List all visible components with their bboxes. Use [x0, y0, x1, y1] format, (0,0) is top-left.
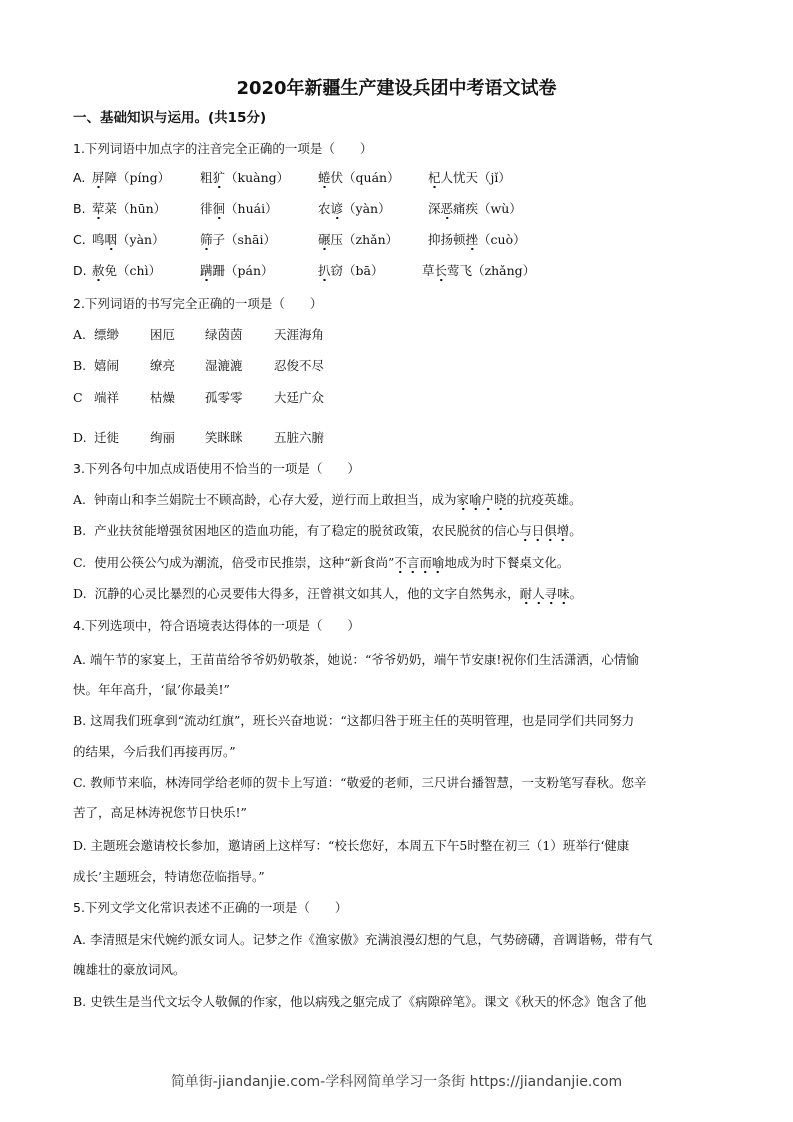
text-segment: 窃 — [330, 263, 344, 278]
text-segment: 子 — [212, 232, 226, 247]
pinyin: （zhǎn） — [343, 232, 399, 247]
option-line: 成长’主题班会，特请您莅临指导。” — [73, 869, 265, 884]
word-item: 绿茵茵 — [205, 327, 243, 342]
word-item: 五脏六腑 — [274, 430, 325, 445]
pinyin: （wù） — [478, 201, 522, 216]
pinyin: （hūn） — [117, 201, 167, 216]
word-item: 缥缈 — [94, 327, 120, 342]
option-label: D. — [73, 586, 87, 601]
pinyin: （yàn） — [117, 232, 165, 247]
emphasized-text: 荤 — [92, 201, 105, 220]
emphasized-text: 恶 — [441, 201, 454, 220]
text-segment: 沉静的心灵比暴烈的心灵要伟大得多，汪曾祺文如其人，他的文字自然隽永， — [94, 586, 520, 601]
option-row — [73, 492, 582, 508]
word-item — [92, 232, 165, 248]
text-segment: 钟南山和李兰娟院士不顾高龄，心存大爱，逆行而上敢担当，成为 — [94, 492, 457, 507]
option-line: 苦了，高足林涛祝您节日快乐!” — [73, 805, 247, 820]
pinyin: （kuàng） — [225, 170, 290, 185]
pinyin: （bā） — [343, 263, 384, 278]
word-item: 孤零零 — [205, 390, 243, 405]
text-segment: 深 — [428, 201, 441, 216]
option-label: D. — [73, 430, 87, 445]
text-segment: 菜 — [104, 201, 118, 216]
option-label: B. — [73, 358, 87, 373]
text-segment: 徘 — [200, 201, 213, 216]
text-segment: 草 — [422, 263, 435, 278]
word-item — [92, 263, 161, 279]
text-segment: 痛疾 — [453, 201, 479, 216]
option-label: D. — [73, 263, 87, 278]
option-label: C. — [73, 232, 86, 247]
pinyin: （chì） — [117, 263, 162, 278]
word-item — [318, 232, 398, 248]
question-3-stem: 3.下列各句中加点成语使用不恰当的一项是（ ） — [73, 461, 360, 476]
option-line: 魄雄壮的豪放词风。 — [73, 962, 186, 977]
word-item — [428, 170, 511, 186]
word-item — [200, 201, 278, 217]
option-line: 的结果，今后我们再接再厉。” — [73, 744, 236, 759]
emphasized-text: 犷 — [213, 170, 226, 189]
option-line: B. 史铁生是当代文坛令人敬佩的作家，他以病残之躯完成了《病隙碎笔》。课文《秋天的怀念》饱含了他 — [73, 994, 647, 1009]
text-segment: 产业扶贫能增强贫困地区的造血功能，有了稳定的脱贫政策，农民脱贫的信心 — [94, 523, 520, 538]
emphasized-text: 家喻户晓 — [457, 492, 507, 511]
word-item — [200, 170, 289, 186]
word-item: 笑眯眯 — [205, 430, 243, 445]
text-segment: 粗 — [200, 170, 213, 185]
pinyin: （píng） — [117, 170, 171, 185]
word-item — [318, 170, 400, 186]
emphasized-text: 耐人寻味 — [520, 586, 570, 605]
option-line: B. 这周我们班拿到“流动红旗”，班长兴奋地说：“这都归咎于班主任的英明管理，也是同学们共同努力 — [73, 713, 635, 728]
page-title: 2020年新疆生产建设兵团中考语文试卷 — [236, 78, 557, 99]
text-segment: 免 — [104, 263, 118, 278]
pinyin: （quán） — [343, 170, 400, 185]
pinyin: （zhǎng） — [472, 263, 536, 278]
question-2-stem: 2.下列词语的书写完全正确的一项是（ ） — [73, 296, 323, 311]
word-item — [318, 263, 384, 279]
emphasized-text: 赦 — [92, 263, 105, 282]
emphasized-text: 蹒 — [200, 263, 213, 282]
emphasized-text: 长 — [435, 263, 448, 282]
section-heading: 一、基础知识与运用。(共15分) — [73, 110, 267, 126]
word-item — [428, 201, 522, 217]
option-label: B. — [73, 201, 86, 216]
text-segment: 使用公筷公勺成为潮流，倍受市民推崇，这种“新食尚” — [94, 555, 395, 570]
text-segment: 。 — [569, 586, 583, 601]
word-item: 端祥 — [94, 390, 120, 405]
word-item: 湿漉漉 — [205, 358, 243, 373]
emphasized-text: 与日俱增 — [519, 523, 569, 542]
emphasized-text: 谚 — [331, 201, 344, 220]
word-item: 迁徙 — [94, 430, 120, 445]
text-segment: 鸣 — [92, 232, 105, 247]
text-segment: 。 — [569, 523, 582, 538]
word-item: 缭亮 — [150, 358, 176, 373]
option-label: A. — [73, 327, 87, 342]
text-segment: 地成为时下餐桌文化。 — [444, 555, 570, 570]
word-item: 困厄 — [150, 327, 176, 342]
word-item — [422, 263, 535, 279]
option-label: A. — [73, 170, 86, 185]
emphasized-text: 筛 — [200, 232, 213, 251]
pinyin: （jǐ） — [478, 170, 511, 185]
emphasized-text: 不言而喻 — [394, 555, 444, 574]
word-item — [92, 170, 170, 186]
word-item — [200, 232, 276, 248]
emphasized-text: 扒 — [318, 263, 331, 282]
word-item: 天涯海角 — [274, 327, 325, 342]
word-item: 忍俊不尽 — [274, 358, 325, 373]
option-line: C. 教师节来临，林涛同学给老师的贺卡上写道：“敬爱的老师，三尺讲台播智慧，一支粉笔写春秋。您辛 — [73, 775, 647, 790]
word-item: 绚丽 — [150, 430, 176, 445]
word-item — [318, 201, 391, 217]
pinyin: （pán） — [225, 263, 274, 278]
word-item: 枯燥 — [150, 390, 176, 405]
word-item — [428, 232, 526, 248]
text-segment: 抑扬顿 — [428, 232, 466, 247]
pinyin: （shāi） — [225, 232, 276, 247]
footer-watermark: 简单街-jiandanjie.com-学科网简单学习一条街 https://jiandanjie.com — [170, 1074, 623, 1090]
word-item: 大廷广众 — [274, 390, 325, 405]
option-label: B. — [73, 523, 87, 538]
option-line: 快。年年高升，‘鼠’你最美!” — [73, 682, 230, 697]
text-segment: 跚 — [212, 263, 226, 278]
emphasized-text: 挫 — [466, 232, 479, 251]
pinyin: （huái） — [225, 201, 278, 216]
emphasized-text: 屏 — [92, 170, 105, 189]
option-line: A. 端午节的家宴上，王苗苗给爷爷奶奶敬茶，她说：“爷爷奶奶，端午节安康!祝你们生活潇洒，心情愉 — [73, 652, 639, 667]
question-5-stem: 5.下列文学文化常识表述不正确的一项是（ ） — [73, 900, 348, 915]
emphasized-text: 碾 — [318, 232, 331, 251]
text-segment: 莺飞 — [447, 263, 473, 278]
option-label: C — [73, 390, 83, 405]
emphasized-text: 徊 — [213, 201, 226, 220]
word-item — [92, 201, 166, 217]
text-segment: 压 — [330, 232, 344, 247]
text-segment: 农 — [318, 201, 331, 216]
emphasized-text: 咽 — [105, 232, 118, 251]
text-segment: 障 — [104, 170, 118, 185]
option-line: A. 李清照是宋代婉约派女词人。记梦之作《渔家傲》充满浪漫幻想的气息，气势磅礴，音调谐畅，带有气 — [73, 932, 653, 947]
text-segment: 人忧天 — [440, 170, 479, 185]
option-line: D. 主题班会邀请校长参加，邀请函上这样写：“校长您好，本周五下午5时整在初三（1）班举行‘健康 — [73, 838, 630, 853]
emphasized-text: 蜷 — [318, 170, 331, 189]
question-1-stem: 1.下列词语中加点字的注音完全正确的一项是（ ） — [73, 141, 373, 156]
word-item — [200, 263, 274, 279]
option-row — [73, 555, 569, 571]
text-segment: 伏 — [330, 170, 344, 185]
option-label: A. — [73, 492, 87, 507]
option-row — [73, 586, 582, 602]
option-row — [73, 523, 582, 539]
word-item: 嬉闹 — [94, 358, 120, 373]
text-segment: 的抗疫英雄。 — [506, 492, 582, 507]
emphasized-text: 杞 — [428, 170, 441, 189]
option-label: C. — [73, 555, 87, 570]
pinyin: （yàn） — [343, 201, 391, 216]
question-4-stem: 4.下列选项中，符合语境表达得体的一项是（ ） — [73, 618, 360, 633]
pinyin: （cuò） — [478, 232, 526, 247]
